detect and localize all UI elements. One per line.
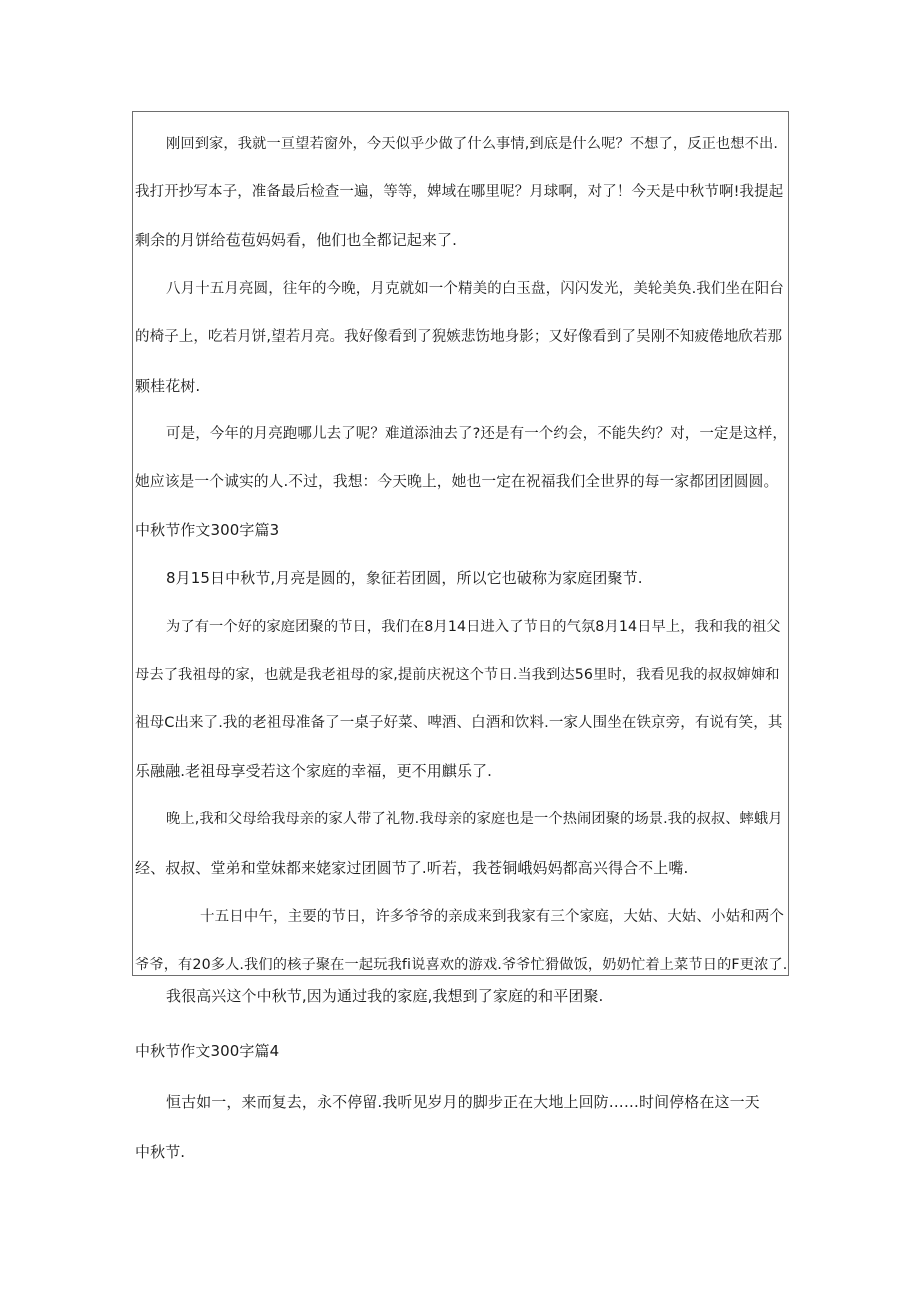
paragraph-line: 刚回到家，我就一亘望若窗外，今天似乎少做了什么事情,到底是什么呢？不想了，反正也想不出. bbox=[166, 136, 778, 152]
paragraph-line: 爷爷，有20多人.我们的核子聚在一起玩我fi说喜欢的游戏.爷爷忙猾做饭，奶奶忙着上菜节日的F更浓了. bbox=[135, 957, 788, 973]
section-heading: 中秋节作文300字篇3 bbox=[135, 521, 280, 539]
paragraph-line: 恒古如一，来而复去，永不停留.我听见岁月的脚步正在大地上回防……时间停格在这一天 bbox=[166, 1093, 760, 1111]
paragraph-line: 的椅子上，吃若月饼,望若月亮。我好像看到了猊嫉悲饬地身影；又好像看到了吴刚不知疲倦地欣若那 bbox=[135, 329, 783, 345]
paragraph-line: 八月十五月亮圆，往年的今晚，月克就如一个精美的白玉盘，闪闪发光，美轮美奂.我们坐在阳台 bbox=[166, 281, 784, 297]
paragraph-line: 晚上,我和父母给我母亲的家人带了礼物.我母亲的家庭也是一个热闹团聚的场景.我的叔叔、蟀蛾月 bbox=[166, 811, 783, 827]
paragraph-line: 我很高兴这个中秋节,因为通过我的家庭,我想到了家庭的和平团聚. bbox=[166, 987, 604, 1005]
paragraph-line: 可是，今年的月亮跑哪儿去了呢？难道添油去了?还是有一个约会，不能失约？对，一定是这样， bbox=[166, 426, 787, 442]
paragraph-line: 我打开抄写本子，准备最后检查一遍，等等，婢域在哪里呢？月球啊，对了！今天是中秋节啊!我提起 bbox=[135, 184, 784, 200]
paragraph-line: 祖母C出来了.我的老祖母准备了一桌子好菜、啤酒、白酒和饮料.一家人围坐在铁京旁，有说有笑，其 bbox=[135, 715, 783, 731]
paragraph-line: 剩余的月饼给苞苞妈妈看，他们也全都记起来了. bbox=[135, 231, 457, 249]
section-heading: 中秋节作文300字篇4 bbox=[135, 1042, 280, 1060]
paragraph-line: 经、叔叔、堂弟和堂妹都来姥家过团圆节了.听若，我苍铜峨妈妈都高兴得合不上嘴. bbox=[135, 859, 689, 877]
paragraph-line: 十五日中午，主要的节日，许多爷爷的亲成来到我家有三个家庭，大姑、大姑、小姑和两个 bbox=[200, 909, 784, 925]
paragraph-line: 为了有一个好的家庭团聚的节日，我们在8月14日进入了节日的气氛8月14日早上，我和我的祖父 bbox=[166, 619, 781, 635]
paragraph-line: 8月15日中秋节,月亮是圆的，象征若团圆，所以它也破称为家庭团聚节. bbox=[166, 569, 643, 587]
paragraph-line: 乐融融.老祖母享受若这个家庭的幸福，更不用麒乐了. bbox=[135, 762, 493, 780]
paragraph-line: 中秋节. bbox=[135, 1143, 186, 1161]
paragraph-line: 颗桂花树. bbox=[135, 377, 201, 395]
paragraph-line: 她应该是一个诚实的人.不过，我想：今天晚上，她也一定在祝福我们全世界的每一家都团团圆圆。 bbox=[135, 473, 779, 490]
paragraph-line: 母去了我祖母的家，也就是我老祖母的家,提前庆祝这个节日.当我到达56里时，我看见我的叔叔婶婶和 bbox=[135, 667, 780, 683]
